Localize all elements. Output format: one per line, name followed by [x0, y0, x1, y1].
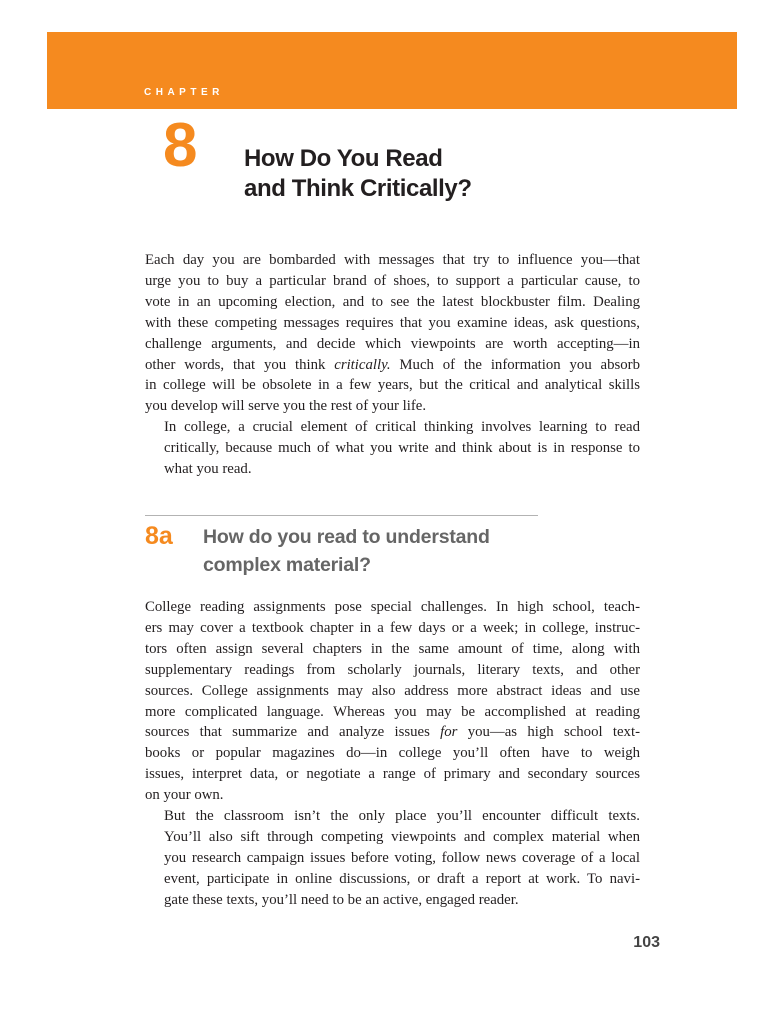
text-line: challenge arguments, and decide which viewpoints are worth accepting—in [145, 335, 640, 352]
section-text [145, 597, 640, 911]
emphasis-critically: critically. [334, 356, 391, 373]
text-line: more complicated language. Whereas you may be accomplished at reading [145, 703, 640, 720]
text-line: issues, interpret data, or negotiate a range of primary and secondary sources [145, 766, 640, 783]
chapter-number: 8 [163, 111, 198, 180]
page-number: 103 [633, 934, 660, 951]
text-run: you—as high school text- [457, 724, 640, 741]
text-line: critically, because much of what you write and think about is in response to [164, 440, 640, 457]
emphasis-for: for [440, 724, 458, 741]
text-line: ers may cover a textbook chapter in a few days or a week; in college, instruc- [145, 619, 640, 636]
text-run: sources that summarize and analyze issues [145, 724, 441, 741]
text-line: tors often assign several chapters in the same amount of time, along with [145, 640, 640, 657]
text-line: you research campaign issues before voting, follow news coverage of a local [164, 849, 640, 866]
text-line: gate these texts, you’ll need to be an active, engaged reader. [164, 891, 519, 908]
section-title [203, 523, 490, 579]
intro-paragraph [145, 417, 640, 480]
intro-text [145, 250, 640, 480]
section-divider [145, 515, 538, 516]
text-line: urge you to buy a particular brand of shoes, to support a particular cause, to [145, 272, 640, 289]
text-line [145, 722, 640, 743]
text-line: you develop will serve you the rest of your life. [145, 398, 427, 415]
chapter-title-line: How Do You Read [244, 145, 443, 172]
chapter-title-line: and Think Critically? [244, 175, 472, 202]
text-line: You’ll also sift through competing viewpoints and complex material when [164, 828, 640, 845]
text-line: vote in an upcoming election, and to see the latest blockbuster film. Dealing [145, 293, 640, 310]
section-title-line: How do you read to understand [203, 526, 490, 548]
text-line: Each day you are bombarded with messages that try to influence you—that [145, 252, 640, 268]
section-paragraph [145, 597, 640, 806]
text-line: what you read. [164, 461, 252, 478]
text-line: But the classroom isn’t the only place you’ll encounter difficult texts. [164, 808, 640, 825]
text-run: other words, that you think [145, 356, 335, 373]
section-number: 8a [145, 522, 173, 550]
section-paragraph [145, 806, 640, 911]
text-line: books or popular magazines do—in college you’ll often have to weigh [145, 745, 640, 762]
text-line: with these competing messages requires that you examine ideas, ask questions, [145, 314, 640, 331]
chapter-title [244, 144, 472, 204]
intro-paragraph [145, 250, 640, 417]
text-line [145, 355, 640, 376]
chapter-label: CHAPTER [144, 87, 224, 98]
text-run: Much of the information you absorb [390, 356, 640, 373]
text-line: sources. College assignments may also address more abstract ideas and use [145, 682, 640, 699]
text-line: event, participate in online discussions, or draft a report at work. To navi- [164, 870, 640, 887]
text-line: supplementary readings from scholarly journals, literary texts, and other [145, 661, 640, 678]
text-line: in college will be obsolete in a few years, but the critical and analytical skills [145, 377, 640, 394]
text-line: on your own. [145, 787, 224, 804]
text-line: In college, a crucial element of critical thinking involves learning to read [164, 419, 640, 436]
text-line: College reading assignments pose special challenges. In high school, teach- [145, 599, 640, 615]
section-title-line: complex material? [203, 554, 371, 576]
